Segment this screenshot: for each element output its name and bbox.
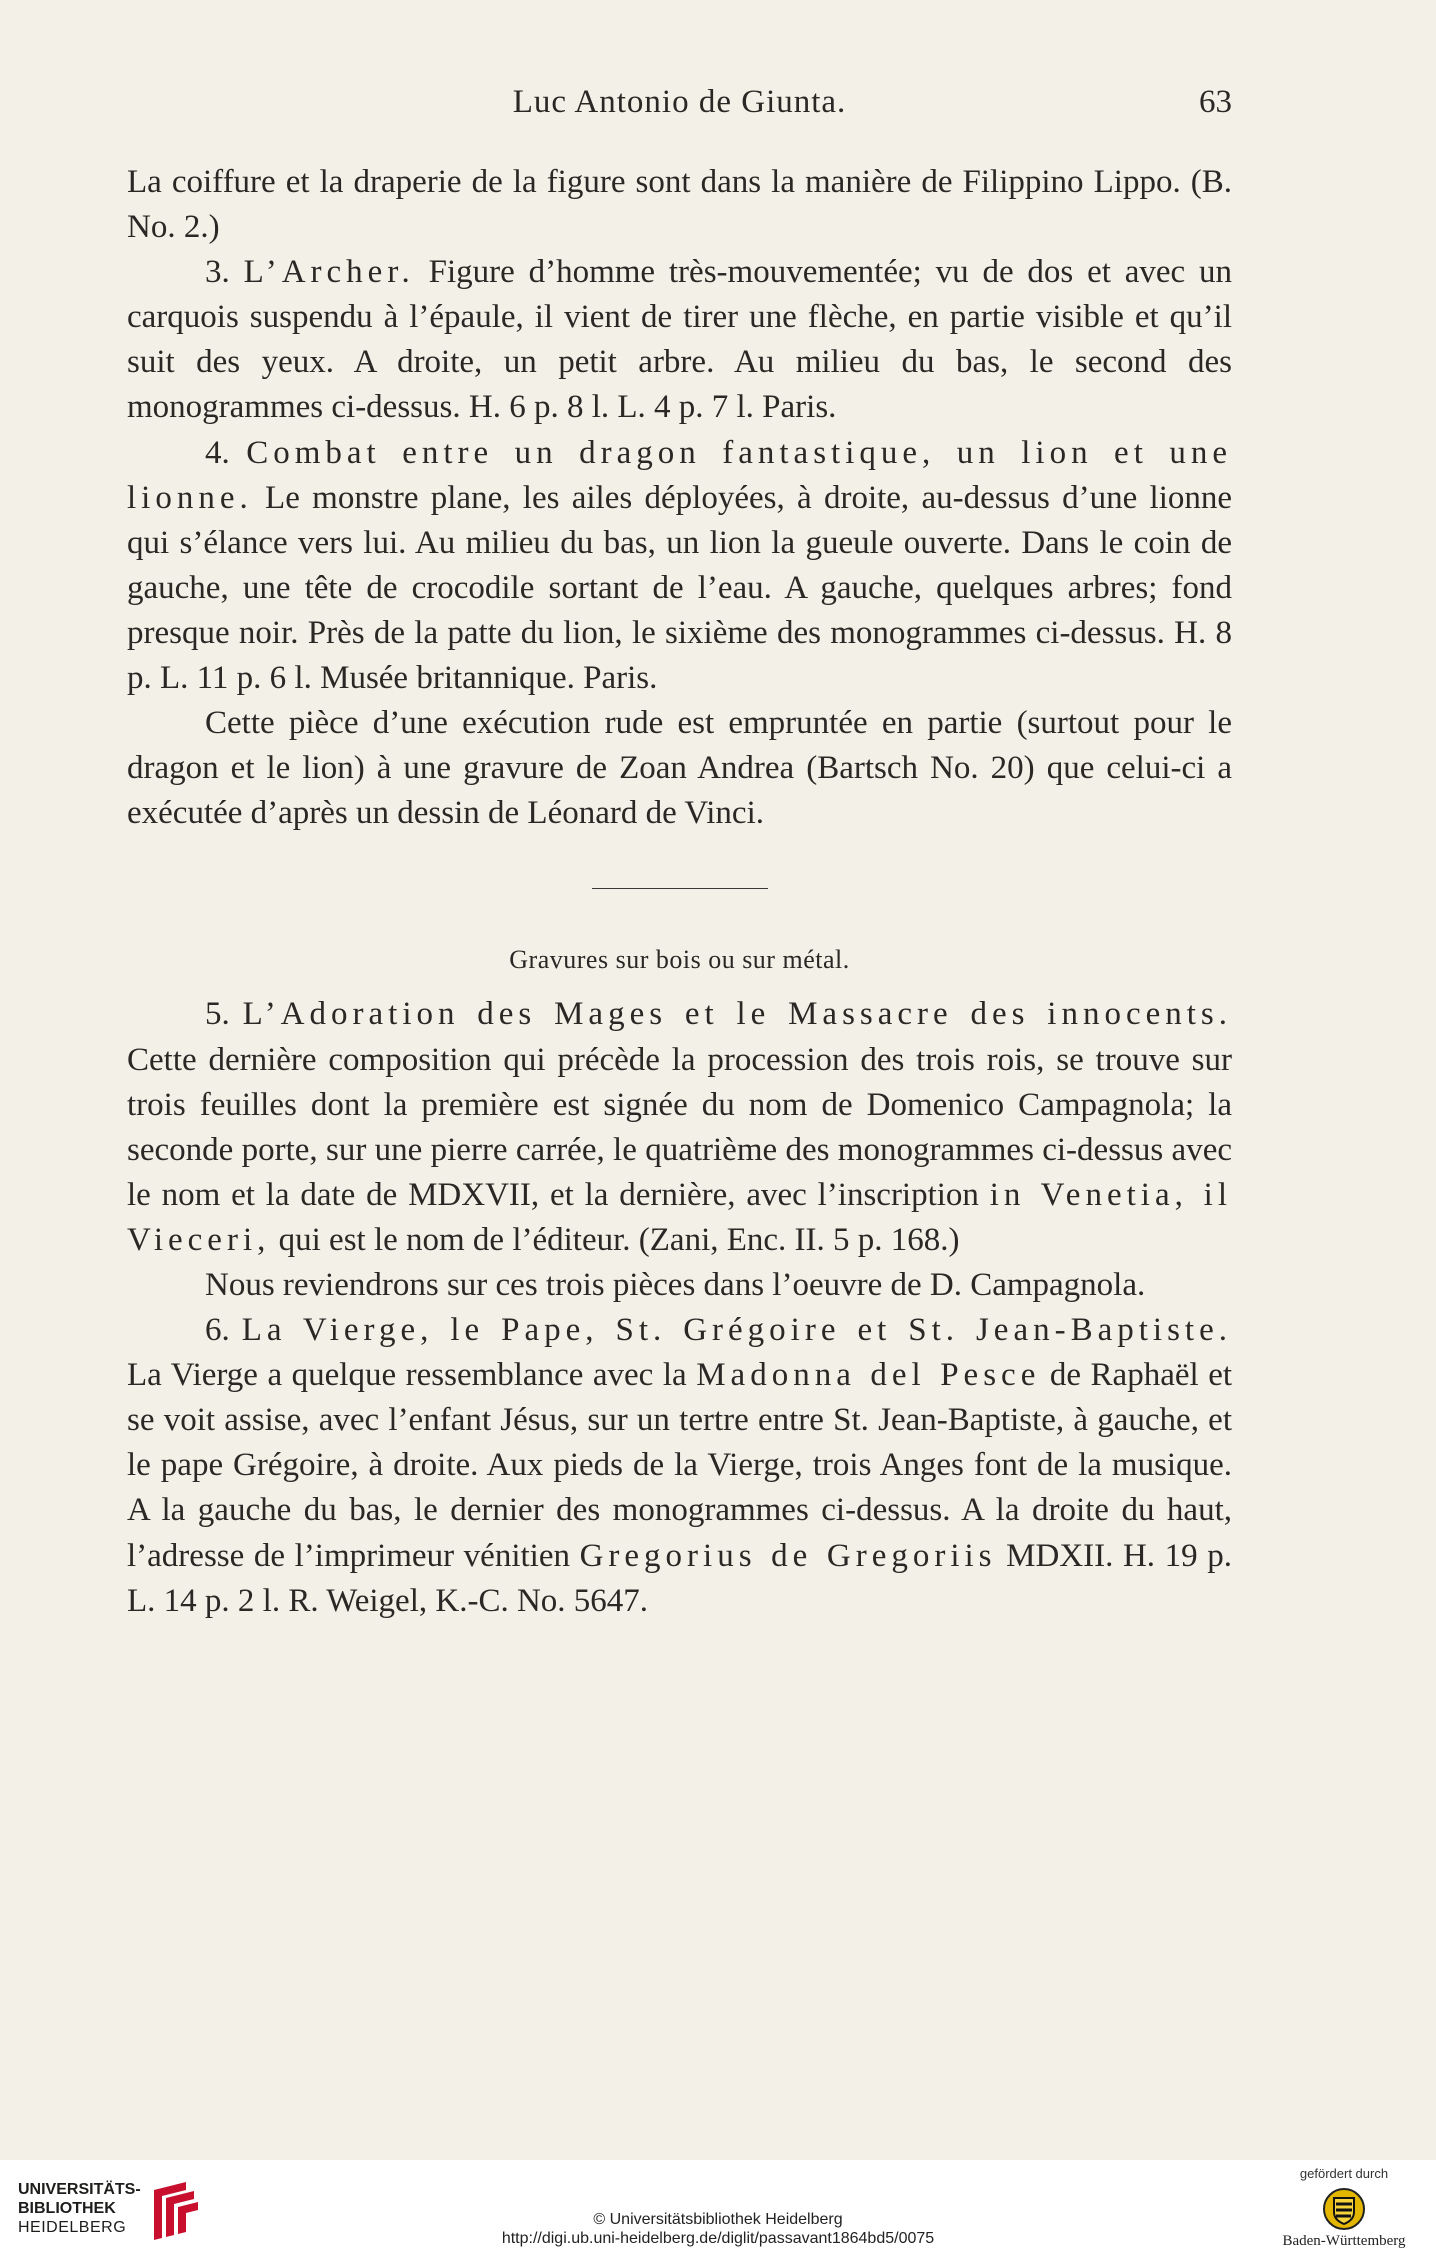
artwork-title: Madonna del Pesce bbox=[696, 1357, 1041, 1394]
running-head bbox=[127, 84, 1232, 134]
entry-title: La Vierge, le Pape, St. Grégoire et St. Jean-Baptiste. bbox=[241, 1312, 1232, 1349]
entry-title: L’Adoration des Mages et le Massacre des innocents. bbox=[242, 996, 1233, 1033]
library-name-line2: BIBLIOTHEK bbox=[18, 2200, 116, 2217]
entry-3 bbox=[127, 250, 1232, 430]
entry-number: 6. bbox=[205, 1312, 230, 1349]
entry-title: Combat entre un dragon fantastique, un lion et une lionne. bbox=[127, 434, 1232, 516]
inscription-text: in Venetia, il Vieceri, bbox=[127, 1176, 1232, 1258]
permalink-url[interactable]: http://digi.ub.uni-heidelberg.de/diglit/passavant1864bd5/0075 bbox=[501, 2230, 935, 2247]
entry-5 bbox=[127, 992, 1232, 1263]
paragraph-note: Nous reviendrons sur ces trois pièces dans l’oeuvre de D. Campagnola. bbox=[205, 1266, 1146, 1303]
digitization-footer bbox=[0, 2160, 1436, 2261]
entry-title: L’Archer. bbox=[243, 254, 415, 291]
state-coat-of-arms-icon bbox=[1322, 2187, 1366, 2231]
sponsor-label: gefördert durch bbox=[1299, 2166, 1389, 2181]
paragraph-continuation: La coiffure et la draperie de la figure sont dans la manière de Filippino Lippo. (B. No. 2.) bbox=[127, 164, 1232, 246]
entry-text-end: MDXII. H. 19 p. L. 14 p. 2 l. R. Weigel, K.-C. No. 5647. bbox=[127, 1537, 1232, 1619]
page-number: 63 bbox=[1199, 84, 1232, 120]
sponsor-name: Baden-Württemberg bbox=[1282, 2233, 1406, 2249]
paragraph-note: Cette pièce d’une exécution rude est empruntée en partie (surtout pour le dragon et le lion) à une gravure de Zoan Andrea (Bartsch No. 20) que celui-ci a exécutée d’après un dessin de Léonard de Vinci. bbox=[127, 705, 1232, 832]
entry-4 bbox=[127, 431, 1232, 702]
section-heading: Gravures sur bois ou sur métal. bbox=[509, 945, 850, 975]
entry-text: Cette dernière composition qui précède la procession des trois rois, se trouve sur trois feuilles dont la première est signée du nom de Domenico Campagnola; la seconde porte, sur une pierre carrée, le quatrième des monogrammes ci-dessus avec le nom et la date de MDXVII, et la dernière, avec l’inscription bbox=[127, 1041, 1232, 1213]
section-divider bbox=[592, 888, 768, 889]
entry-text-end: qui est le nom de l’éditeur. (Zani, Enc. II. 5 p. 168.) bbox=[278, 1221, 960, 1258]
sponsor-logo[interactable] bbox=[1264, 2166, 1424, 2258]
entry-6 bbox=[127, 1308, 1232, 1624]
entry-number: 3. bbox=[205, 254, 230, 291]
library-name-line1: UNIVERSITÄTS- bbox=[18, 2181, 141, 2198]
page-body bbox=[127, 160, 1232, 1624]
entry-text-mid: de Raphaël et se voit assise, avec l’enfant Jésus, sur un tertre entre St. Jean-Baptiste, à gauche, et le pape Grégoire, à droite. Aux pieds de la Vierge, trois Anges font de la musique. A la gauche du bas, le dernier des monogrammes ci-dessus. A la droite du haut, l’adresse de l’imprimeur vénitien bbox=[127, 1357, 1233, 1574]
entry-text: Le monstre plane, les ailes déployées, à droite, au-dessus d’une lionne qui s’élance vers lui. Au milieu du bas, un lion la gueule ouverte. Dans le coin de gauche, une tête de crocodile sortant de l’eau. A gauche, quelques arbres; fond presque noir. Près de la patte du lion, le sixième des monogrammes ci-dessus. H. 8 p. L. 11 p. 6 l. Musée britannique. Paris. bbox=[127, 479, 1233, 697]
running-title: Luc Antonio de Giunta. bbox=[512, 84, 847, 120]
entry-number: 4. bbox=[205, 434, 230, 471]
entry-text: Figure d’homme très-mouvementée; vu de dos et avec un carquois suspendu à l’épaule, il vient de tirer une flèche, en partie visible et qu’il suit des yeux. A droite, un petit arbre. Au milieu du bas, le second des monogrammes ci-dessus. H. 6 p. 8 l. L. 4 p. 7 l. Paris. bbox=[127, 254, 1233, 426]
copyright-text: © Universitätsbibliothek Heidelberg bbox=[593, 2211, 843, 2228]
printer-name: Gregorius de Gregoriis bbox=[579, 1537, 997, 1574]
copyright-block bbox=[0, 2210, 1436, 2248]
entry-number: 5. bbox=[205, 996, 230, 1033]
entry-text: La Vierge a quelque ressemblance avec la bbox=[127, 1357, 687, 1394]
library-name-line3: HEIDELBERG bbox=[18, 2219, 127, 2236]
